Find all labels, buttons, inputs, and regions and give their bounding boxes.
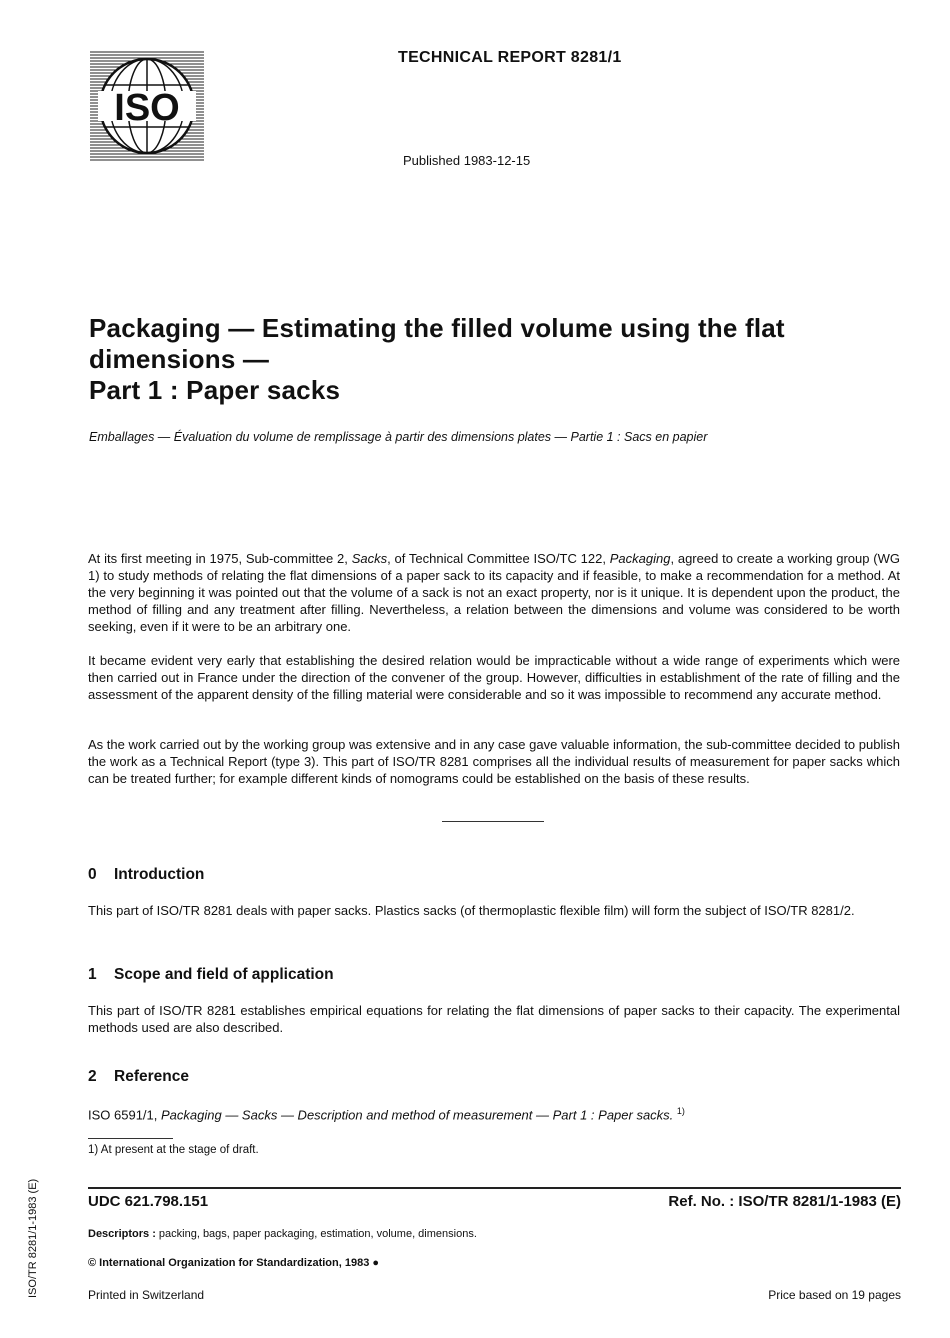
copyright-notice: © International Organization for Standardization, 1983 ● xyxy=(88,1257,380,1269)
section-divider xyxy=(442,821,544,822)
section-heading-scope xyxy=(88,966,334,984)
printed-location: Printed in Switzerland xyxy=(88,1288,205,1302)
udc-number: UDC 621.798.151 xyxy=(88,1193,209,1210)
title-line: Packaging — Estimating the filled volume using the flat xyxy=(89,313,785,343)
report-number: TECHNICAL REPORT 8281/1 xyxy=(398,49,622,66)
reference-number: Ref. No. : ISO/TR 8281/1-1983 (E) xyxy=(668,1193,901,1210)
scope-text: This part of ISO/TR 8281 establishes empirical equations for relating the flat dimensions of paper sacks to their capacity. The experimental methods used are also described. xyxy=(88,1003,900,1035)
foreword-paragraph: At its first meeting in 1975, Sub-committee 2, Sacks, of Technical Committee ISO/TC 122, Packaging, agreed to create a working group (WG 1) to study methods of relating the flat dimensions of a paper sack to its capacity and if feasible, to make a recommendation for a method. At the very beginning it was pointed out that the volume of a sack is not an exact property, nor is it unique. It is dependent upon the product, the method of filling and any treatment after filling. Nevertheless, a relation between the dimensions and volume was considered to be worth seeking, even if it were to be an arbitrary one. xyxy=(88,551,900,634)
footnote-rule xyxy=(88,1138,173,1139)
iso-logo xyxy=(90,49,204,164)
title-line: Part 1 : Paper sacks xyxy=(89,375,341,405)
footnote-marker: 1) xyxy=(676,1106,685,1116)
publication-date: Published 1983-12-15 xyxy=(403,153,531,168)
section-title: Scope and field of application xyxy=(114,966,334,983)
section-title: Reference xyxy=(114,1068,189,1085)
introduction-text: This part of ISO/TR 8281 deals with paper sacks. Plastics sacks (of thermoplastic flexible film) will form the subject of ISO/TR 8281/2. xyxy=(88,903,855,918)
french-title: Emballages — Évaluation du volume de remplissage à partir des dimensions plates — Partie 1 : Sacs en papier xyxy=(89,430,708,444)
section-heading-introduction xyxy=(88,866,204,884)
price-note: Price based on 19 pages xyxy=(768,1288,901,1302)
title-line: dimensions — xyxy=(89,344,270,374)
section-heading-reference xyxy=(88,1068,189,1086)
descriptors: Descriptors : packing, bags, paper packaging, estimation, volume, dimensions. xyxy=(88,1228,477,1240)
section-number: 1 xyxy=(88,966,97,983)
svg-text:ISO: ISO xyxy=(114,87,180,129)
reference-text: ISO 6591/1, Packaging — Sacks — Description and method of measurement — Part 1 : Paper sacks. $^{1)}$ xyxy=(88,1106,685,1123)
section-number: 2 xyxy=(88,1068,97,1085)
footnote: 1) At present at the stage of draft. xyxy=(88,1144,259,1156)
document-title xyxy=(89,313,889,406)
foreword-paragraph: It became evident very early that establishing the desired relation would be impracticable without a wide range of experiments which were then carried out in France under the direction of the convener of the group. However, difficulties in establishment of the rate of filling and the assessment of the apparent density of the filling material were considerable and so it was impossible to recommend any accurate method. xyxy=(88,653,900,702)
section-title: Introduction xyxy=(114,866,205,883)
section-number: 0 xyxy=(88,866,97,883)
foreword-paragraph: As the work carried out by the working group was extensive and in any case gave valuable information, the sub-committee decided to publish the work as a Technical Report (type 3). This part of ISO/TR 8281 comprises all the individual results of measurement for paper sacks which can be treated further; for example different kinds of nomograms could be established on the basis of these results. xyxy=(88,737,900,786)
footer-rule xyxy=(88,1187,901,1189)
side-document-label: ISO/TR 8281/1-1983 (E) xyxy=(27,1178,39,1298)
